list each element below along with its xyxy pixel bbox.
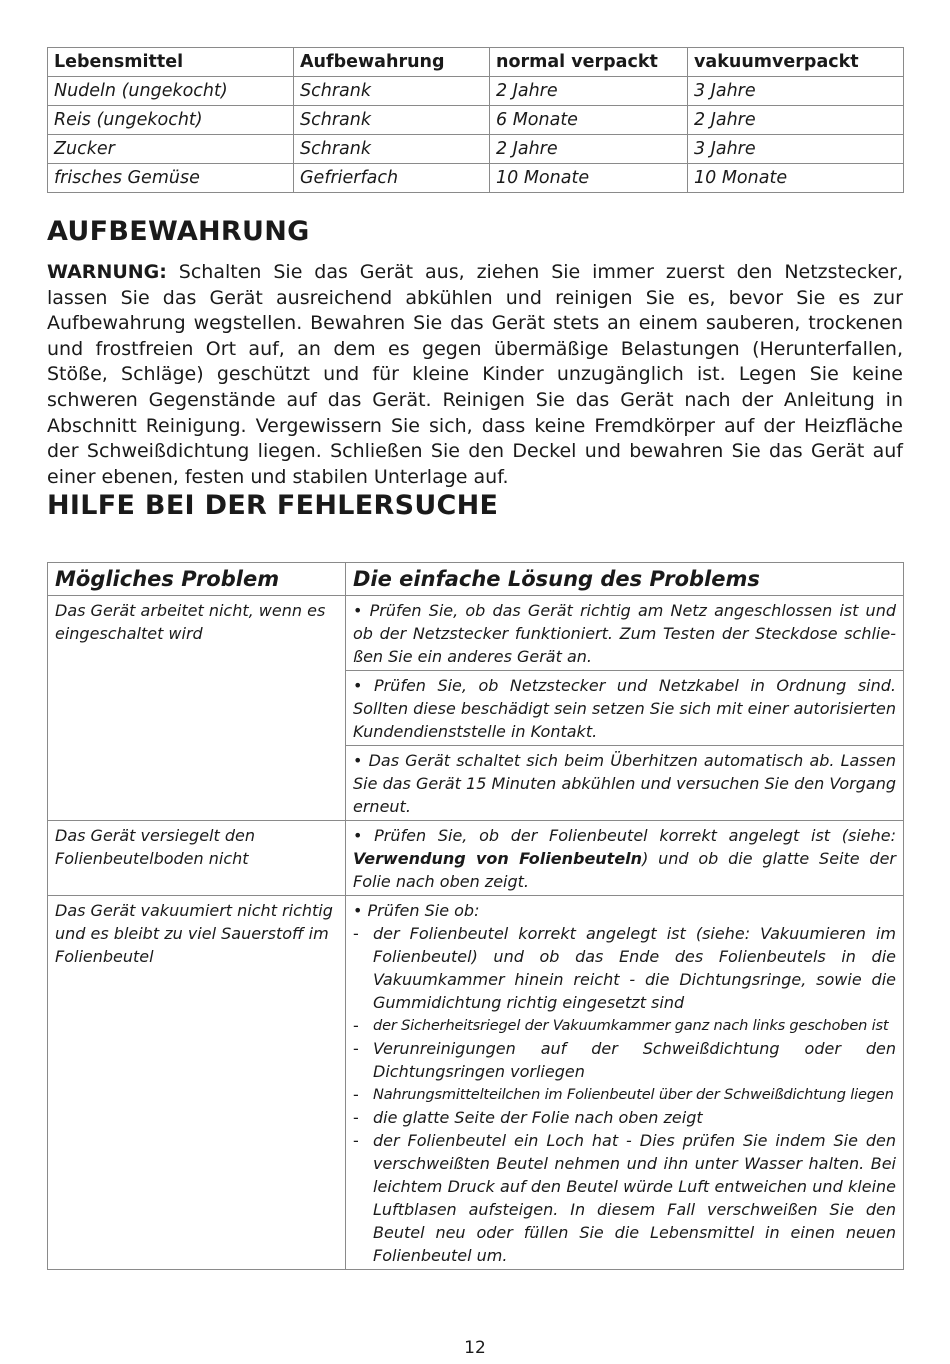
list-item: - die glatte Seite der Folie nach oben zeigt [353,1108,703,1127]
problem-cell: Das Gerät versiegelt den Folienbeutelboden nicht [48,821,346,896]
problem-cell: Das Gerät vakuumiert nicht richtig und es bleibt zu viel Sauerstoff im Folienbeutel [48,896,346,1270]
table-header-row [48,563,904,596]
table-row [48,164,904,193]
section-heading-troubleshooting: HILFE BEI DER FEHLERSUCHE [47,490,499,521]
page-number: 12 [464,1338,486,1358]
table-cell: 3 Jahre [688,135,904,164]
table-row [48,135,904,164]
solution-text: • Prüfen Sie, ob der Folienbeutel korrekt angelegt ist (siehe: [353,826,896,845]
table-cell: 3 Jahre [688,77,904,106]
cross-reference: Verwendung von Folienbeuteln [353,849,643,868]
table-row [48,896,904,1270]
table-header-row [48,48,904,77]
table-cell: Reis (ungekocht) [48,106,294,135]
list-item: - der Folienbeutel ein Loch hat - Dies prüfen Sie indem Sie den verschweißten Beutel nehmen und ihn unter Wasser halten. Bei leichtem Druck auf den Beutel würde Luft entweichen und kleine Luftblasen aufsteigen. In diesem Fall verschweißen Sie den Beutel neu oder füllen Sie die Lebensmittel in einen neuen Folienbeutel um. [353,1131,896,1265]
warning-text: Schalten Sie das Gerät aus, ziehen Sie immer zuerst den Netzstecker, lassen Sie das Gerät ausreichend abkühlen und reinigen Sie es, bevor Sie es zur Aufbewahrung wegstellen. Bewahren Sie das Gerät stets an einem sauberen, trockenen und frostfreien Ort auf, an dem es gegen übermäßige Belastungen (Herunterfallen, Stöße, Schläge) geschützt und für kleine Kinder unzugänglich ist. Legen Sie keine schweren Gegenstände auf das Gerät. Reinigen Sie das Gerät nach der Anleitung in Abschnitt Reinigung. Vergewissern Sie sich, dass keine Fremdkörper auf der Heizfläche der Schweißdichtung liegen. Schließen Sie den Deckel und bewahren Sie das Gerät auf einer ebenen, festen und stabilen Unterlage auf. [47,261,903,488]
table-cell: 2 Jahre [490,77,688,106]
warning-label: WARNUNG: [47,261,167,283]
table-row [48,596,904,671]
storage-table [47,47,904,193]
section-heading-storage: AUFBEWAHRUNG [47,216,310,247]
solution-text: ) und ob die glatte Seite der Folie nach oben zeigt. [353,849,896,891]
table-cell: 2 Jahre [688,106,904,135]
list-item: - der Sicherheitsriegel der Vakuumkammer ganz nach links geschoben ist [353,1016,889,1035]
table-cell: Nudeln (ungekocht) [48,77,294,106]
solution-cell: • Prüfen Sie, ob das Gerät richtig am Netz angeschlossen ist und ob der Netzstecker funktioniert. Zum Testen der Steckdose schließen Sie ein anderes Gerät an. [346,596,904,671]
table-cell: 6 Monate [490,106,688,135]
storage-warning-paragraph [47,260,903,490]
table-cell: frisches Gemüse [48,164,294,193]
list-item: - Nahrungsmittelteilchen im Folienbeutel über der Schweißdichtung liegen [353,1085,894,1104]
solution-cell: • Prüfen Sie, ob Netzstecker und Netzkabel in Ordnung sind. Sollten diese beschädigt sein setzen Sie sich mit einer autorisierten Kundendienststelle in Kontakt. [346,671,904,746]
problem-cell: Das Gerät arbeitet nicht, wenn es eingeschaltet wird [48,596,346,821]
column-header: Aufbewahrung [294,48,490,77]
table-cell: Gefrierfach [294,164,490,193]
column-header: vakuumverpackt [688,48,904,77]
table-cell: 10 Monate [688,164,904,193]
column-header-problem: Mögliches Problem [48,563,346,596]
column-header: Lebensmittel [48,48,294,77]
solution-cell: • Das Gerät schaltet sich beim Überhitzen automatisch ab. Lassen Sie das Gerät 15 Minuten abkühlen und versuchen Sie den Vorgang erneut. [346,746,904,821]
list-item: - der Folienbeutel korrekt angelegt ist (siehe: Vakuumieren im Folienbeutel) und ob das Ende des Folienbeutels in die Vakuumkammer hinein reicht - die Dichtungsringe, sowie die Gummidichtung richtig eingesetzt sind [353,924,896,1012]
table-cell: Zucker [48,135,294,164]
table-cell: 10 Monate [490,164,688,193]
table-cell: Schrank [294,106,490,135]
column-header: normal verpackt [490,48,688,77]
column-header-solution: Die einfache Lösung des Problems [346,563,904,596]
table-row [48,821,904,896]
list-item: - Verunreinigungen auf der Schweißdichtung oder den Dichtungsringen vorliegen [353,1039,896,1081]
table-cell: 2 Jahre [490,135,688,164]
solution-cell [346,896,904,1270]
check-intro: • Prüfen Sie ob: [353,901,480,920]
solution-cell [346,821,904,896]
table-cell: Schrank [294,77,490,106]
table-row [48,106,904,135]
table-row [48,77,904,106]
table-cell: Schrank [294,135,490,164]
troubleshooting-table [47,562,904,1270]
